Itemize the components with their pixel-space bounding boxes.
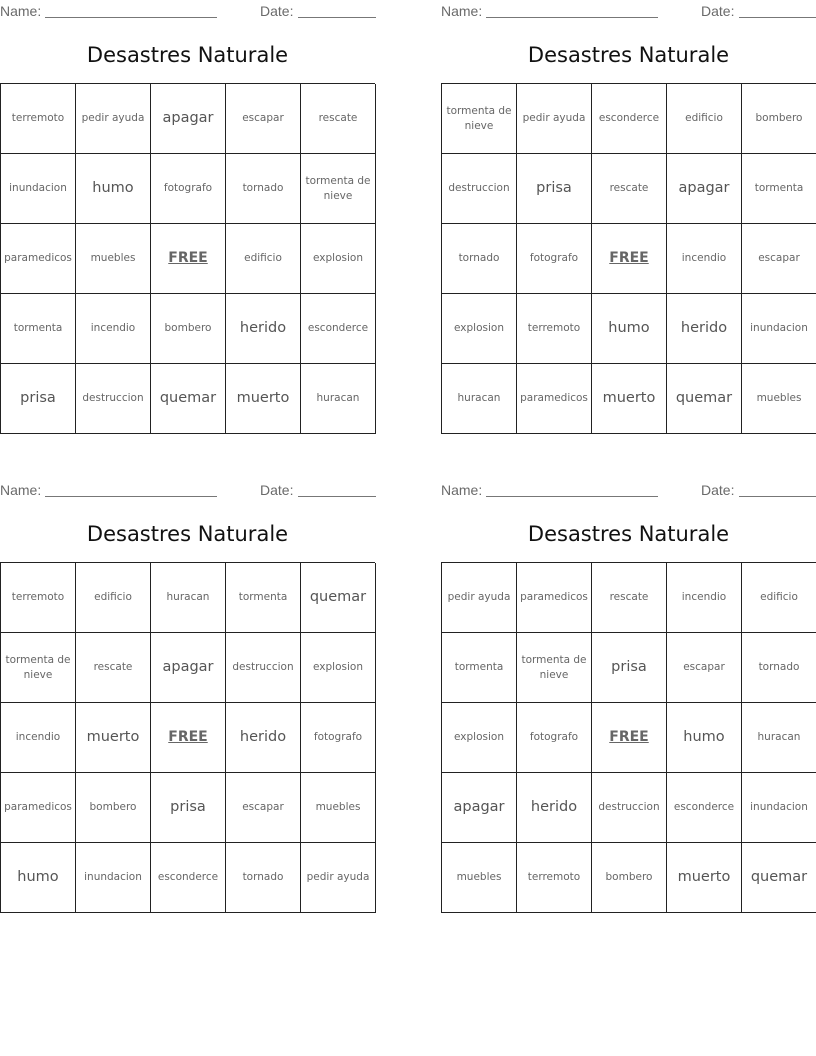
free-space: FREE xyxy=(151,224,226,294)
card-title: Desastres Naturale xyxy=(527,522,730,546)
bingo-cell: tornado xyxy=(442,224,517,294)
bingo-cell: incendio xyxy=(76,294,151,364)
bingo-cell: quemar xyxy=(667,364,742,434)
bingo-cell: fotografo xyxy=(517,703,592,773)
bingo-grid xyxy=(0,83,375,434)
date-label: Date: xyxy=(701,3,735,19)
bingo-cell: rescate xyxy=(301,84,376,154)
card-header xyxy=(441,479,816,501)
name-line xyxy=(45,17,217,18)
bingo-cell: inundacion xyxy=(742,294,816,364)
bingo-cell: paramedicos xyxy=(1,224,76,294)
bingo-cell: escapar xyxy=(742,224,816,294)
bingo-cell: destruccion xyxy=(76,364,151,434)
bingo-cell: escapar xyxy=(667,633,742,703)
name-label: Name: xyxy=(0,3,42,19)
bingo-cell: huracan xyxy=(442,364,517,434)
bingo-cell: bombero xyxy=(592,843,667,913)
bingo-cell: pedir ayuda xyxy=(517,84,592,154)
name-line xyxy=(45,496,217,497)
bingo-cell: paramedicos xyxy=(517,364,592,434)
bingo-cell: tormenta xyxy=(226,563,301,633)
bingo-cell: explosion xyxy=(301,633,376,703)
bingo-cell: edificio xyxy=(667,84,742,154)
bingo-cell: fotografo xyxy=(301,703,376,773)
bingo-cell: inundacion xyxy=(1,154,76,224)
bingo-cell: tornado xyxy=(226,154,301,224)
bingo-cell: huracan xyxy=(301,364,376,434)
bingo-cell: muebles xyxy=(76,224,151,294)
bingo-cell: escapar xyxy=(226,84,301,154)
bingo-cell: muerto xyxy=(76,703,151,773)
bingo-cell: apagar xyxy=(151,633,226,703)
bingo-cell: edificio xyxy=(742,563,816,633)
bingo-cell: tormenta de nieve xyxy=(301,154,376,224)
bingo-cell: tornado xyxy=(742,633,816,703)
bingo-cell: inundacion xyxy=(742,773,816,843)
bingo-cell: bombero xyxy=(76,773,151,843)
free-space: FREE xyxy=(592,703,667,773)
bingo-cell: bombero xyxy=(151,294,226,364)
bingo-cell: muebles xyxy=(301,773,376,843)
bingo-cell: muerto xyxy=(667,843,742,913)
bingo-cell: prisa xyxy=(592,633,667,703)
bingo-cell: terremoto xyxy=(1,563,76,633)
bingo-cell: herido xyxy=(667,294,742,364)
bingo-cell: rescate xyxy=(592,154,667,224)
date-line xyxy=(298,17,376,18)
bingo-cell: incendio xyxy=(667,563,742,633)
bingo-cell: destruccion xyxy=(592,773,667,843)
bingo-cell: muebles xyxy=(442,843,517,913)
bingo-cell: rescate xyxy=(592,563,667,633)
free-space: FREE xyxy=(151,703,226,773)
bingo-grid xyxy=(441,83,816,434)
bingo-card xyxy=(0,479,375,913)
bingo-cell: apagar xyxy=(442,773,517,843)
card-title: Desastres Naturale xyxy=(86,522,289,546)
name-label: Name: xyxy=(441,3,483,19)
bingo-cell: edificio xyxy=(226,224,301,294)
bingo-cell: esconderce xyxy=(667,773,742,843)
card-title: Desastres Naturale xyxy=(86,43,289,67)
bingo-cell: humo xyxy=(592,294,667,364)
bingo-cell: quemar xyxy=(301,563,376,633)
date-line xyxy=(298,496,376,497)
card-header xyxy=(441,0,816,22)
bingo-cell: bombero xyxy=(742,84,816,154)
bingo-cell: tormenta xyxy=(442,633,517,703)
bingo-cell: esconderce xyxy=(151,843,226,913)
bingo-cell: tormenta de nieve xyxy=(442,84,517,154)
bingo-cell: tornado xyxy=(226,843,301,913)
bingo-cell: explosion xyxy=(442,294,517,364)
bingo-cell: prisa xyxy=(151,773,226,843)
bingo-cell: muebles xyxy=(742,364,816,434)
bingo-cell: incendio xyxy=(667,224,742,294)
bingo-cell: herido xyxy=(226,703,301,773)
bingo-cell: humo xyxy=(667,703,742,773)
bingo-cell: tormenta xyxy=(742,154,816,224)
bingo-cell: inundacion xyxy=(76,843,151,913)
bingo-cell: tormenta xyxy=(1,294,76,364)
bingo-cell: quemar xyxy=(742,843,816,913)
bingo-cell: terremoto xyxy=(1,84,76,154)
bingo-cell: humo xyxy=(1,843,76,913)
bingo-cell: apagar xyxy=(151,84,226,154)
date-label: Date: xyxy=(260,3,294,19)
card-header xyxy=(0,0,375,22)
bingo-cell: pedir ayuda xyxy=(301,843,376,913)
bingo-cell: huracan xyxy=(151,563,226,633)
bingo-cell: paramedicos xyxy=(1,773,76,843)
bingo-cell: muerto xyxy=(592,364,667,434)
name-line xyxy=(486,496,658,497)
bingo-card xyxy=(0,0,375,434)
date-label: Date: xyxy=(701,482,735,498)
bingo-card xyxy=(441,479,816,913)
bingo-cell: muerto xyxy=(226,364,301,434)
name-label: Name: xyxy=(441,482,483,498)
bingo-cell: paramedicos xyxy=(517,563,592,633)
bingo-cell: explosion xyxy=(442,703,517,773)
date-line xyxy=(739,17,816,18)
bingo-grid xyxy=(0,562,375,913)
bingo-cell: incendio xyxy=(1,703,76,773)
bingo-card xyxy=(441,0,816,434)
name-line xyxy=(486,17,658,18)
bingo-cell: fotografo xyxy=(151,154,226,224)
card-header xyxy=(0,479,375,501)
bingo-cell: tormenta de nieve xyxy=(1,633,76,703)
bingo-cell: fotografo xyxy=(517,224,592,294)
bingo-cell: esconderce xyxy=(592,84,667,154)
bingo-cell: terremoto xyxy=(517,294,592,364)
free-space: FREE xyxy=(592,224,667,294)
date-line xyxy=(739,496,816,497)
bingo-cell: humo xyxy=(76,154,151,224)
bingo-cell: escapar xyxy=(226,773,301,843)
bingo-cell: prisa xyxy=(1,364,76,434)
bingo-cell: herido xyxy=(226,294,301,364)
bingo-cell: edificio xyxy=(76,563,151,633)
bingo-cell: apagar xyxy=(667,154,742,224)
bingo-cell: terremoto xyxy=(517,843,592,913)
bingo-cell: quemar xyxy=(151,364,226,434)
bingo-cell: huracan xyxy=(742,703,816,773)
bingo-cell: explosion xyxy=(301,224,376,294)
date-label: Date: xyxy=(260,482,294,498)
bingo-cell: tormenta de nieve xyxy=(517,633,592,703)
card-title: Desastres Naturale xyxy=(527,43,730,67)
bingo-cell: rescate xyxy=(76,633,151,703)
bingo-grid xyxy=(441,562,816,913)
name-label: Name: xyxy=(0,482,42,498)
bingo-cell: prisa xyxy=(517,154,592,224)
bingo-cell: destruccion xyxy=(442,154,517,224)
bingo-cell: pedir ayuda xyxy=(76,84,151,154)
bingo-cell: esconderce xyxy=(301,294,376,364)
bingo-cell: herido xyxy=(517,773,592,843)
bingo-cell: pedir ayuda xyxy=(442,563,517,633)
bingo-cell: destruccion xyxy=(226,633,301,703)
